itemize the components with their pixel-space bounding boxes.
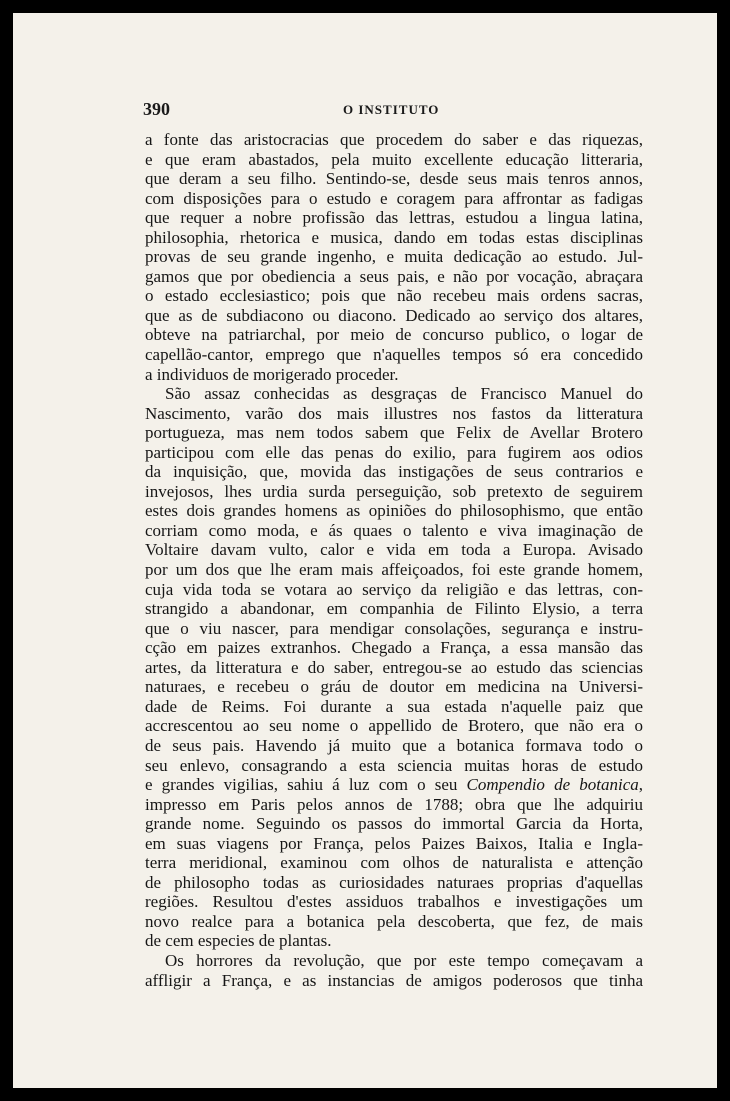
text-line: impresso em Paris pelos annos de 1788; obra que lhe adquiriu <box>145 794 643 814</box>
text-line: invejosos, lhes urdia surda perseguição, sob pretexto de seguirem <box>145 481 643 501</box>
text-line: cuja vida toda se votara ao serviço da religião e das lettras, con- <box>145 579 643 599</box>
text-line: da inquisição, que, movida das instigações de seus contrarios e <box>145 462 643 482</box>
text-line: grande nome. Seguindo os passos do immortal Garcia da Horta, <box>145 814 643 834</box>
text-line: gamos que por obediencia a seus pais, e não por vocação, abraçara <box>145 266 643 286</box>
text-line: affligir a França, e as instancias de amigos poderosos que tinha <box>145 970 643 990</box>
text-line: capellão-cantor, emprego que n'aquelles tempos só era concedido <box>145 345 643 365</box>
text-line: Voltaire davam vulto, calor e vida em toda a Europa. Avisado <box>145 540 643 560</box>
text-line: terra meridional, examinou com olhos de naturalista e attenção <box>145 853 643 873</box>
text-line: estes dois grandes homens as opiniões do philosophismo, que então <box>145 501 643 521</box>
text-line: Os horrores da revolução, que por este tempo começavam a <box>165 950 643 970</box>
text-line: dade de Reims. Foi durante a sua estada n'aquelle paiz que <box>145 696 643 716</box>
page-number: 390 <box>143 99 170 119</box>
text-line: de seus pais. Havendo já muito que a botanica formava todo o <box>145 735 643 755</box>
text-line: por um dos que lhe eram mais affeiçoados, foi este grande homem, <box>145 560 643 580</box>
text-line: de philosopho todas as curiosidades naturaes proprias d'aquellas <box>145 872 643 892</box>
text-line: novo realce para a botanica pela descoberta, que fez, de mais <box>145 911 643 931</box>
text-line: a fonte das aristocracias que procedem do saber e das riquezas, <box>145 130 643 149</box>
text-line: São assaz conhecidas as desgraças de Francisco Manuel do <box>165 384 643 404</box>
text-line: artes, da litteratura e do saber, entregou-se ao estudo das sciencias <box>145 657 643 677</box>
text-line: e que eram abastados, pela muito excellente educação litteraria, <box>145 149 643 169</box>
text-run: , <box>638 775 643 795</box>
body-text <box>145 130 643 990</box>
text-line: que o viu nascer, para mendigar consolações, segurança e instru- <box>145 618 643 638</box>
text-line: com disposições para o estudo e coragem para affrontar as fadigas <box>145 188 643 208</box>
text-line: corriam como moda, e ás quaes o talento e viva imaginação de <box>145 520 643 540</box>
text-line: naturaes, e recebeu o gráu de doutor em medicina na Universi- <box>145 677 643 697</box>
text-line: que deram a seu filho. Sentindo-se, desde seus mais tenros annos, <box>145 169 643 189</box>
text-line: provas de seu grande ingenho, e muita dedicação ao estudo. Jul- <box>145 247 643 267</box>
text-line: seu enlevo, consagrando a esta sciencia muitas horas de estudo <box>145 755 643 775</box>
book-title-italic: Compendio de botanica <box>466 775 639 795</box>
text-line: que as de subdiacono ou diacono. Dedicado ao serviço dos altares, <box>145 305 643 325</box>
text-line: strangido a abandonar, em companhia de Filinto Elysio, a terra <box>145 599 643 619</box>
text-run: e grandes vigilias, sahiu á luz com o seu <box>145 775 467 795</box>
running-title: O INSTITUTO <box>343 102 440 117</box>
text-line: cção em paizes extranhos. Chegado a França, a essa mansão das <box>145 638 643 658</box>
text-line: que requer a nobre profissão das lettras, estudou a lingua latina, <box>145 208 643 228</box>
text-line: participou com elle das penas do exilio, para fugirem aos odios <box>145 442 643 462</box>
text-line: portugueza, mas nem todos sabem que Felix de Avellar Brotero <box>145 423 643 443</box>
text-line: accrescentou ao seu nome o appellido de Brotero, que não era o <box>145 716 643 736</box>
text-line <box>145 775 643 795</box>
text-line: em suas viagens por França, pelos Paizes Baixos, Italia e Ingla- <box>145 833 643 853</box>
text-line: regiões. Resultou d'estes assiduos trabalhos e investigações um <box>145 892 643 912</box>
text-line: philosophia, rhetorica e musica, dando em todas estas disciplinas <box>145 227 643 247</box>
text-line: a individuos de morigerado proceder. <box>145 364 399 384</box>
text-line: Nascimento, varão dos mais illustres nos fastos da litteratura <box>145 403 643 423</box>
text-line: de cem especies de plantas. <box>145 931 332 951</box>
text-line: obteve na patriarchal, por meio de concurso publico, o logar de <box>145 325 643 345</box>
text-line: o estado ecclesiastico; pois que não recebeu mais ordens sacras, <box>145 286 643 306</box>
book-page <box>13 13 717 1088</box>
running-head <box>143 99 453 121</box>
